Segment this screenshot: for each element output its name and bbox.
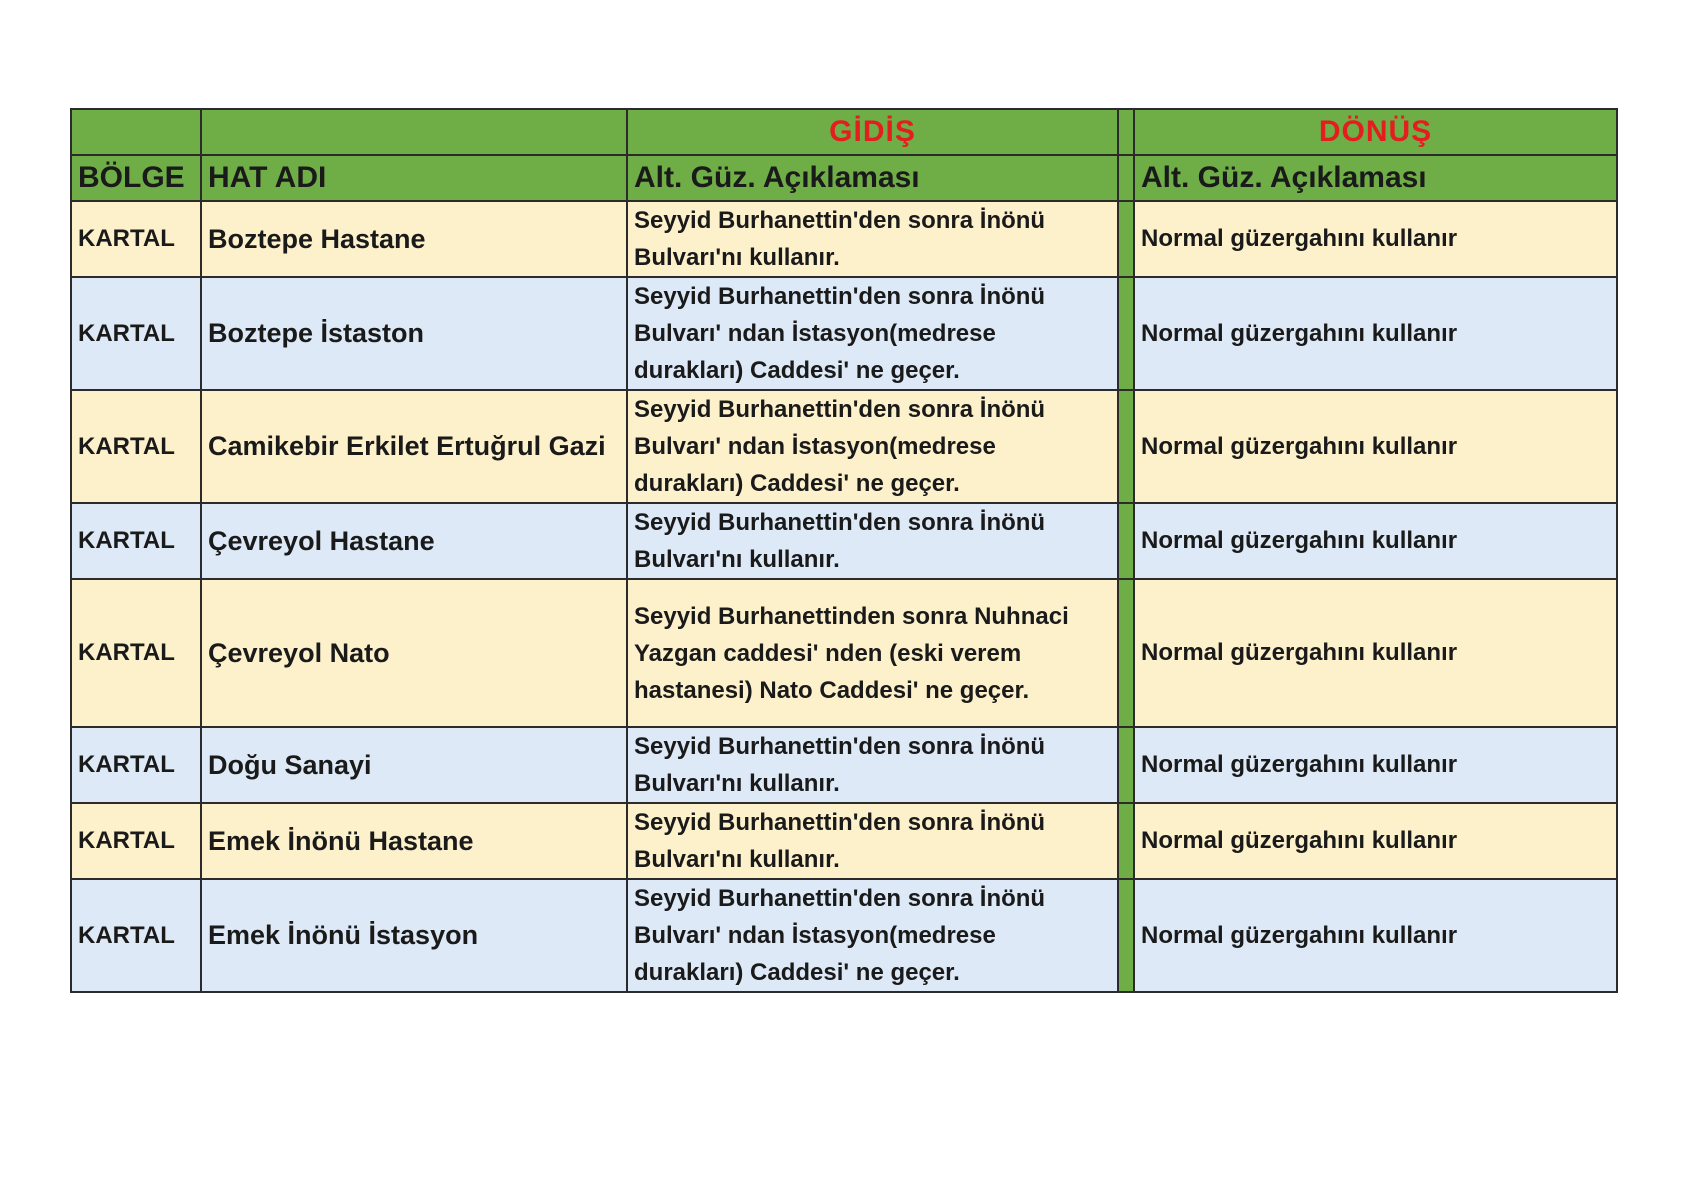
region-cell: KARTAL — [71, 277, 201, 390]
row-separator — [1118, 879, 1134, 992]
back-desc-cell: Normal güzergahını kullanır — [1134, 727, 1617, 803]
header-empty-region — [71, 109, 201, 155]
back-desc-cell: Normal güzergahını kullanır — [1134, 803, 1617, 879]
back-desc-cell: Normal güzergahını kullanır — [1134, 201, 1617, 277]
table-row — [71, 503, 1617, 579]
go-desc-cell: Seyyid Burhanettin'den sonra İnönü Bulvarı'nı kullanır. — [627, 727, 1118, 803]
region-cell: KARTAL — [71, 390, 201, 503]
column-separator — [1118, 155, 1134, 201]
region-cell: KARTAL — [71, 879, 201, 992]
region-cell: KARTAL — [71, 503, 201, 579]
go-desc-cell: Seyyid Burhanettin'den sonra İnönü Bulvarı' ndan İstasyon(medrese durakları) Caddesi' ne geçer. — [627, 879, 1118, 992]
row-separator — [1118, 803, 1134, 879]
back-desc-cell: Normal güzergahını kullanır — [1134, 277, 1617, 390]
alternative-route-table — [70, 108, 1618, 993]
line-name-cell: Boztepe Hastane — [201, 201, 627, 277]
line-name-cell: Camikebir Erkilet Ertuğrul Gazi — [201, 390, 627, 503]
header-column-row — [71, 155, 1617, 201]
back-desc-cell: Normal güzergahını kullanır — [1134, 503, 1617, 579]
line-name-cell: Çevreyol Nato — [201, 579, 627, 727]
row-separator — [1118, 727, 1134, 803]
go-desc-cell: Seyyid Burhanettin'den sonra İnönü Bulvarı' ndan İstasyon(medrese durakları) Caddesi' ne geçer. — [627, 277, 1118, 390]
go-desc-cell: Seyyid Burhanettin'den sonra İnönü Bulvarı' ndan İstasyon(medrese durakları) Caddesi' ne geçer. — [627, 390, 1118, 503]
header-donus: DÖNÜŞ — [1134, 109, 1617, 155]
table-row — [71, 879, 1617, 992]
row-separator — [1118, 201, 1134, 277]
region-cell: KARTAL — [71, 201, 201, 277]
table-row — [71, 277, 1617, 390]
header-group-row — [71, 109, 1617, 155]
region-cell: KARTAL — [71, 727, 201, 803]
line-name-cell: Emek İnönü İstasyon — [201, 879, 627, 992]
region-cell: KARTAL — [71, 803, 201, 879]
row-separator — [1118, 579, 1134, 727]
go-desc-cell: Seyyid Burhanettinden sonra Nuhnaci Yazgan caddesi' nden (eski verem hastanesi) Nato Caddesi' ne geçer. — [627, 579, 1118, 727]
line-name-cell: Doğu Sanayi — [201, 727, 627, 803]
line-name-cell: Çevreyol Hastane — [201, 503, 627, 579]
header-empty-line — [201, 109, 627, 155]
table-row — [71, 390, 1617, 503]
row-separator — [1118, 390, 1134, 503]
go-desc-cell: Seyyid Burhanettin'den sonra İnönü Bulvarı'nı kullanır. — [627, 201, 1118, 277]
route-table-sheet — [70, 108, 1616, 993]
go-desc-cell: Seyyid Burhanettin'den sonra İnönü Bulvarı'nı kullanır. — [627, 803, 1118, 879]
table-row — [71, 579, 1617, 727]
table-row — [71, 803, 1617, 879]
back-desc-cell: Normal güzergahını kullanır — [1134, 579, 1617, 727]
back-desc-cell: Normal güzergahını kullanır — [1134, 390, 1617, 503]
back-desc-cell: Normal güzergahını kullanır — [1134, 879, 1617, 992]
column-header-back-desc: Alt. Güz. Açıklaması — [1134, 155, 1617, 201]
line-name-cell: Emek İnönü Hastane — [201, 803, 627, 879]
header-separator — [1118, 109, 1134, 155]
row-separator — [1118, 503, 1134, 579]
column-header-go-desc: Alt. Güz. Açıklaması — [627, 155, 1118, 201]
table-row — [71, 727, 1617, 803]
column-header-line: HAT ADI — [201, 155, 627, 201]
region-cell: KARTAL — [71, 579, 201, 727]
row-separator — [1118, 277, 1134, 390]
header-gidis: GİDİŞ — [627, 109, 1118, 155]
column-header-region: BÖLGE — [71, 155, 201, 201]
line-name-cell: Boztepe İstaston — [201, 277, 627, 390]
table-row — [71, 201, 1617, 277]
go-desc-cell: Seyyid Burhanettin'den sonra İnönü Bulvarı'nı kullanır. — [627, 503, 1118, 579]
